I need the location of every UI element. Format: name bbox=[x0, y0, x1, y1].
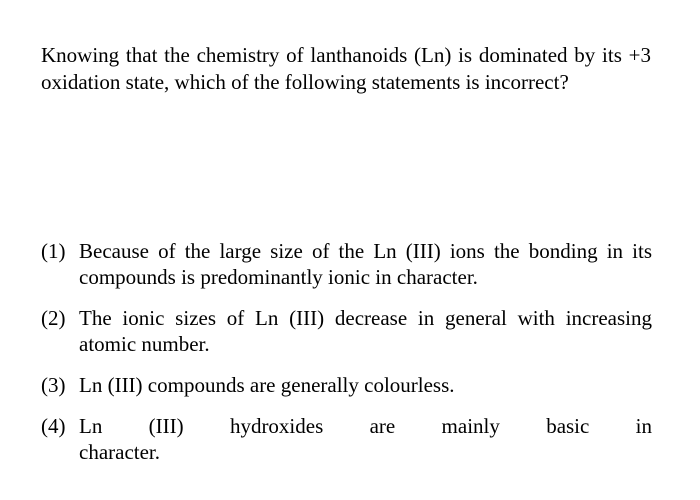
option-number: (3) bbox=[41, 373, 66, 397]
answer-options bbox=[41, 238, 652, 480]
option-text: Because of the large size of the Ln (III) ions the bonding in its compounds is predominantly ionic in character. bbox=[79, 239, 652, 289]
option-4[interactable] bbox=[41, 413, 652, 465]
question-text: Knowing that the chemistry of lanthanoids (Ln) is dominated by its +3 oxidation state, which of the following statements is incorrect? bbox=[41, 43, 651, 94]
option-number: (2) bbox=[41, 306, 66, 330]
option-text bbox=[79, 413, 652, 465]
option-3[interactable] bbox=[41, 372, 652, 398]
option-1[interactable] bbox=[41, 238, 652, 290]
option-2[interactable] bbox=[41, 305, 652, 357]
option-text: The ionic sizes of Ln (III) decrease in general with increasing atomic number. bbox=[79, 306, 652, 356]
option-text: Ln (III) compounds are generally colourless. bbox=[79, 373, 455, 397]
option-number: (4) bbox=[41, 414, 66, 438]
option-text-line1: Ln (III) hydroxides are mainly basic in bbox=[79, 414, 652, 438]
option-text-line2: character. bbox=[79, 440, 161, 464]
option-number: (1) bbox=[41, 239, 66, 263]
